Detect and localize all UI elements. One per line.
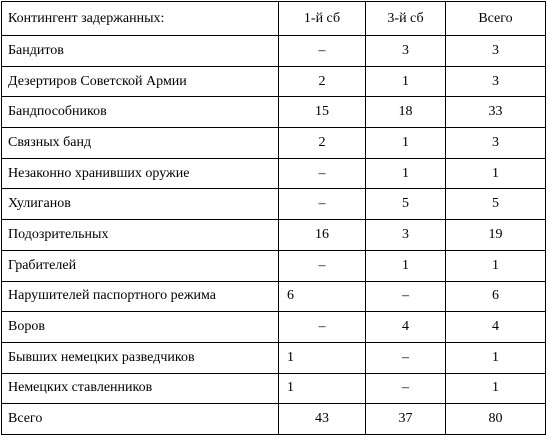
- table-row: [2, 36, 546, 67]
- header-total: Всего: [446, 2, 546, 36]
- cell-battalion-3: 1: [366, 158, 446, 189]
- cell-contingent: Дезертиров Советской Армии: [2, 66, 279, 97]
- header-contingent: Контингент задержанных:: [2, 2, 279, 36]
- table-row: [2, 281, 546, 312]
- table-row: [2, 220, 546, 251]
- cell-battalion-3: 1: [366, 250, 446, 281]
- cell-battalion-1: 16: [279, 220, 366, 251]
- cell-total: 3: [446, 128, 546, 159]
- cell-total: 3: [446, 36, 546, 67]
- cell-total: 4: [446, 312, 546, 343]
- cell-battalion-1: –: [279, 250, 366, 281]
- table-row: [2, 250, 546, 281]
- detainees-table: [1, 1, 546, 435]
- table-row: [2, 189, 546, 220]
- cell-contingent: Всего: [2, 404, 279, 435]
- table-body: [2, 36, 546, 435]
- table-row: [2, 128, 546, 159]
- table-row: [2, 342, 546, 373]
- cell-total: 19: [446, 220, 546, 251]
- cell-total: 6: [446, 281, 546, 312]
- cell-contingent: Хулиганов: [2, 189, 279, 220]
- header-battalion-1: 1-й сб: [279, 2, 366, 36]
- cell-contingent: Нарушителей паспортного режима: [2, 281, 279, 312]
- cell-battalion-1: 6: [279, 281, 366, 312]
- cell-battalion-1: 43: [279, 404, 366, 435]
- cell-contingent: Незаконно хранивших оружие: [2, 158, 279, 189]
- cell-battalion-3: 5: [366, 189, 446, 220]
- table-row: [2, 373, 546, 404]
- cell-total: 80: [446, 404, 546, 435]
- table-row: [2, 66, 546, 97]
- cell-total: 1: [446, 373, 546, 404]
- cell-contingent: Бандпособников: [2, 97, 279, 128]
- cell-battalion-3: 3: [366, 220, 446, 251]
- cell-battalion-3: 4: [366, 312, 446, 343]
- cell-contingent: Немецких ставленников: [2, 373, 279, 404]
- cell-battalion-1: –: [279, 189, 366, 220]
- cell-total: 5: [446, 189, 546, 220]
- cell-battalion-3: –: [366, 373, 446, 404]
- cell-battalion-3: 1: [366, 128, 446, 159]
- cell-battalion-3: 18: [366, 97, 446, 128]
- cell-contingent: Воров: [2, 312, 279, 343]
- cell-contingent: Бандитов: [2, 36, 279, 67]
- cell-total: 3: [446, 66, 546, 97]
- cell-contingent: Бывших немецких разведчиков: [2, 342, 279, 373]
- cell-battalion-3: 37: [366, 404, 446, 435]
- cell-battalion-1: –: [279, 312, 366, 343]
- table-row: [2, 404, 546, 435]
- table-header-row: [2, 2, 546, 36]
- cell-battalion-1: 2: [279, 128, 366, 159]
- cell-battalion-3: 1: [366, 66, 446, 97]
- cell-contingent: Связных банд: [2, 128, 279, 159]
- cell-battalion-1: 15: [279, 97, 366, 128]
- table-row: [2, 312, 546, 343]
- cell-total: 1: [446, 250, 546, 281]
- header-battalion-3: 3-й сб: [366, 2, 446, 36]
- table-row: [2, 97, 546, 128]
- cell-contingent: Грабителей: [2, 250, 279, 281]
- cell-total: 1: [446, 158, 546, 189]
- cell-battalion-1: 2: [279, 66, 366, 97]
- cell-battalion-1: 1: [279, 342, 366, 373]
- cell-battalion-1: 1: [279, 373, 366, 404]
- cell-battalion-3: 3: [366, 36, 446, 67]
- table-row: [2, 158, 546, 189]
- cell-battalion-3: –: [366, 342, 446, 373]
- cell-total: 1: [446, 342, 546, 373]
- cell-battalion-1: –: [279, 158, 366, 189]
- cell-total: 33: [446, 97, 546, 128]
- cell-battalion-3: –: [366, 281, 446, 312]
- cell-battalion-1: –: [279, 36, 366, 67]
- cell-contingent: Подозрительных: [2, 220, 279, 251]
